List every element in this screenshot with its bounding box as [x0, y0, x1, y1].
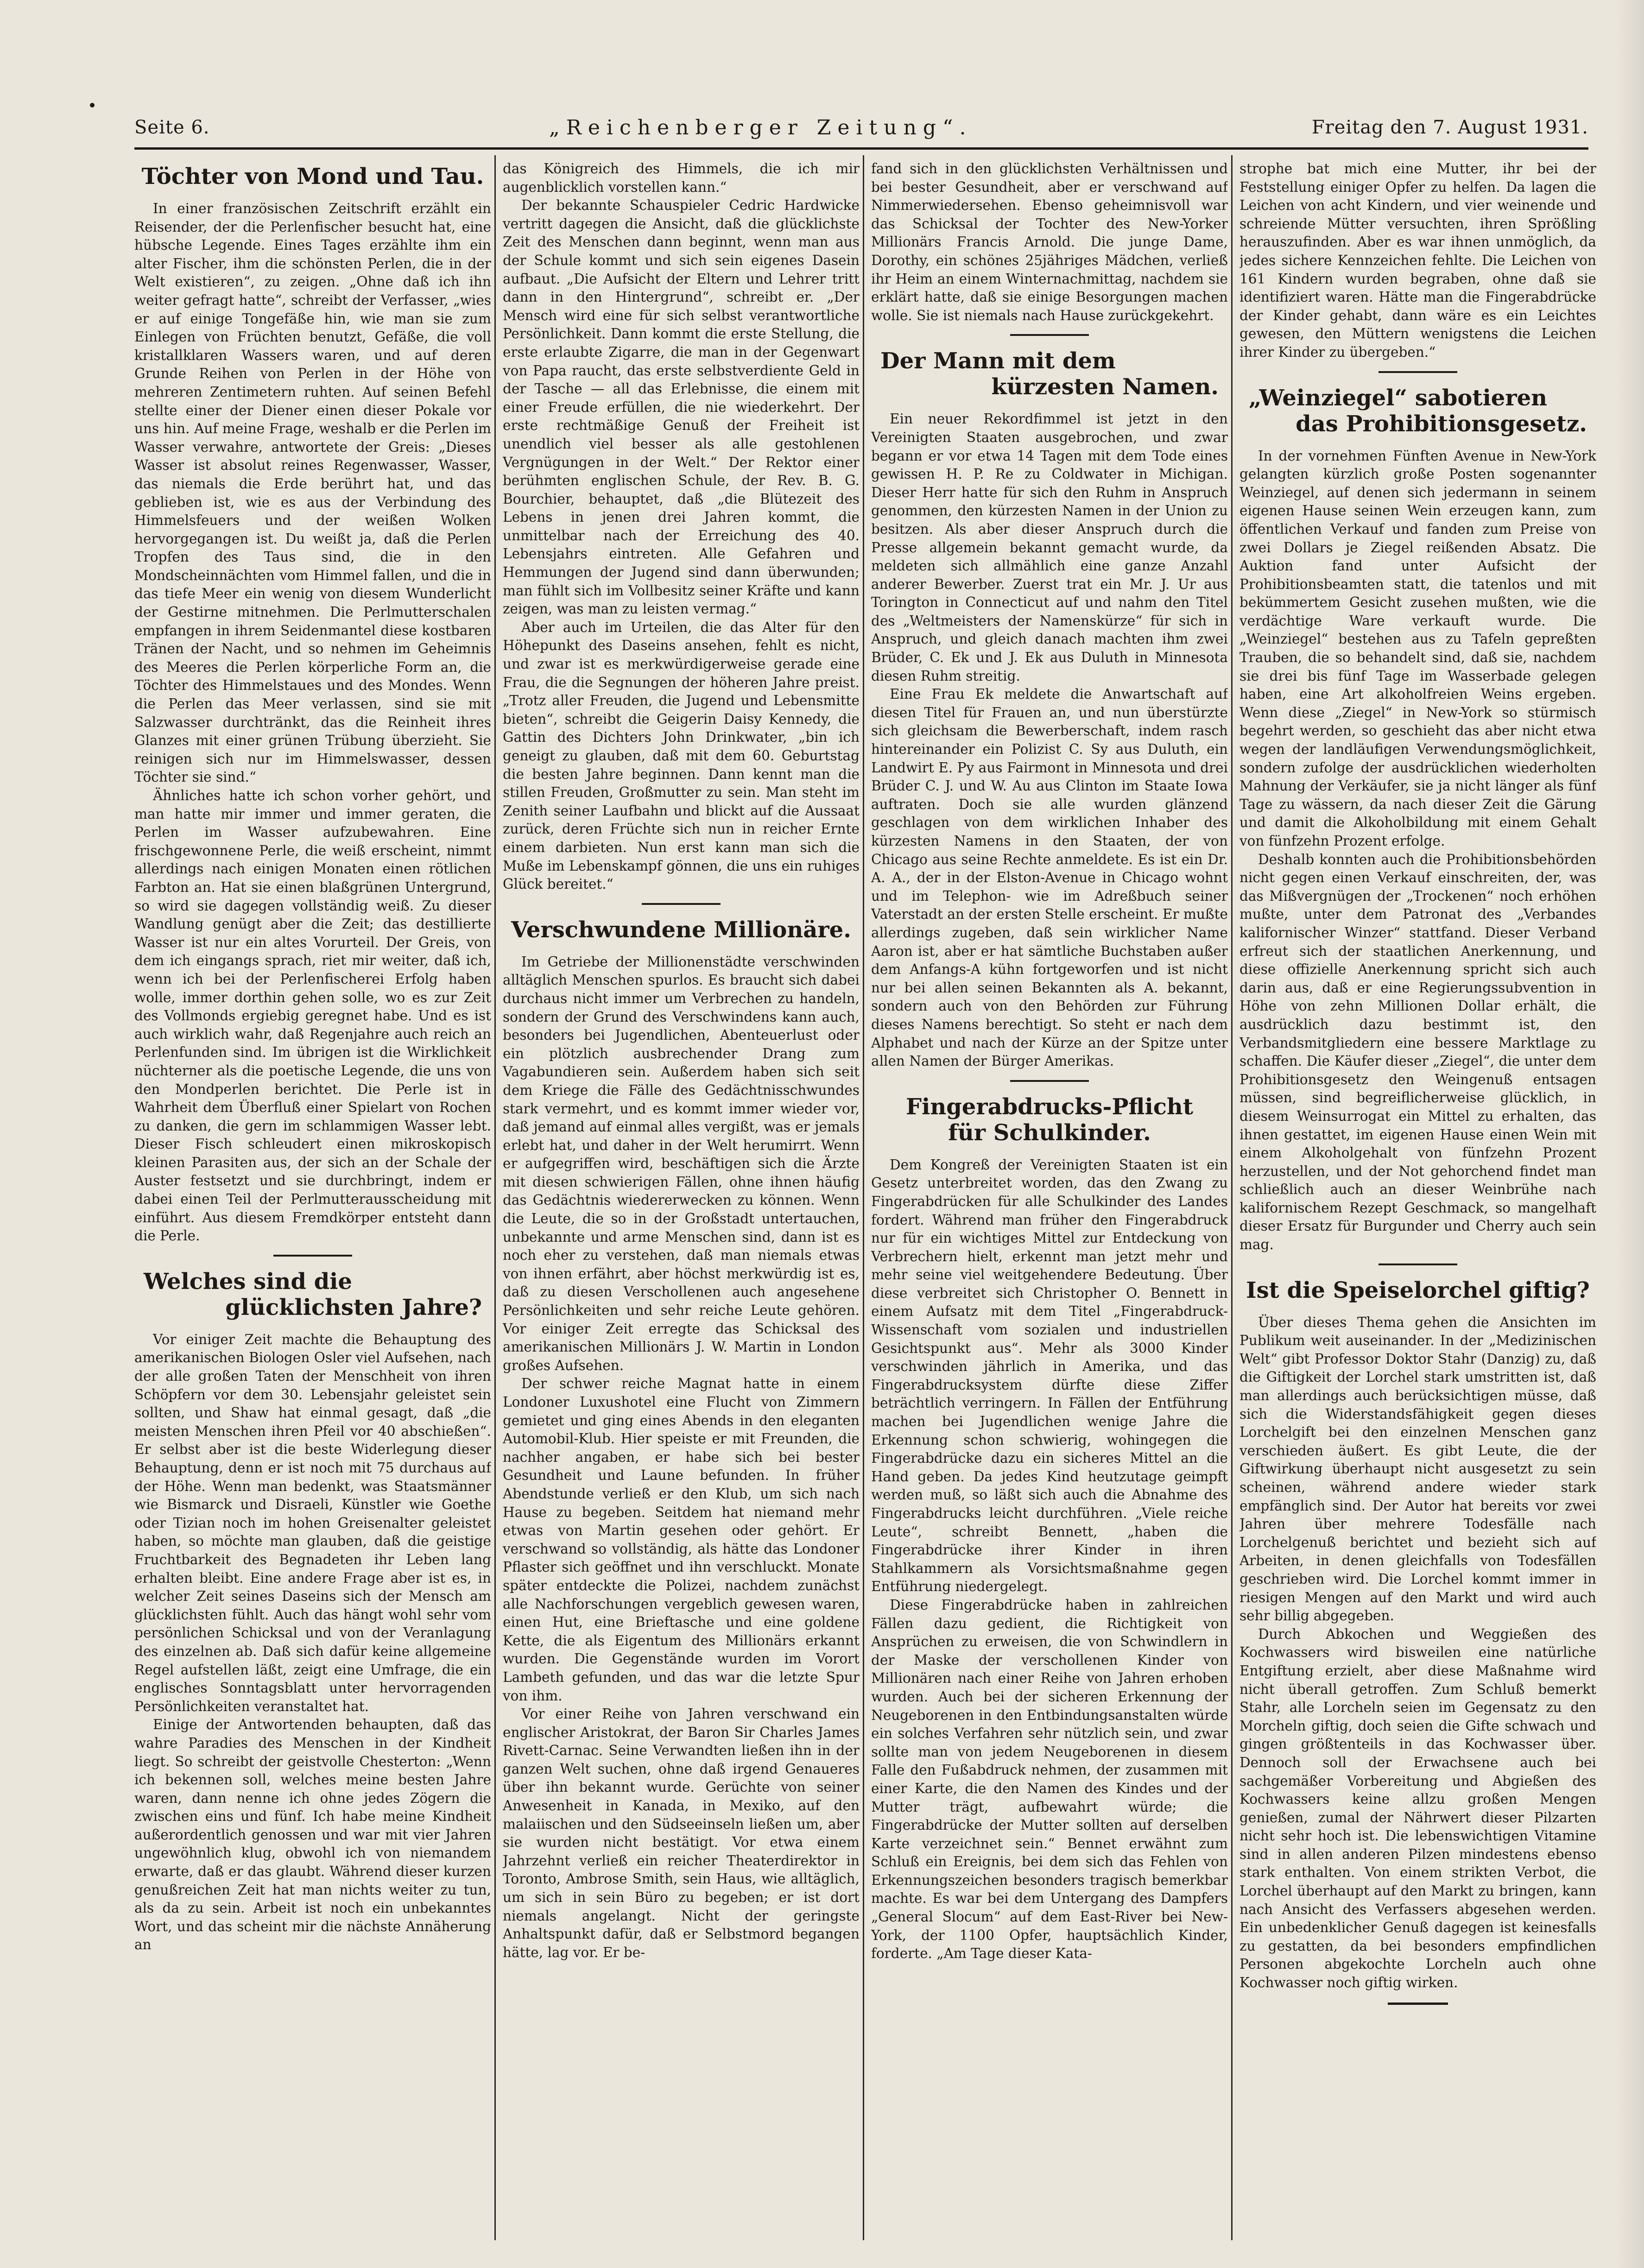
article-divider	[642, 903, 721, 905]
article-paragraph: Aber auch im Urteilen, die das Alter für den Höhepunkt des Daseins ansehen, fehlt es nicht, und zwar ist es merkwürdigerweise gerade eine Frau, die die Segnungen der höheren Jahre preist. „Trotz aller Freuden, die Jugend und Lebensmitte bieten“, schreibt die Geigerin Daisy Kennedy, die Gattin des Dichters John Drinkwater, „bin ich geneigt zu glauben, daß mit dem 60. Geburtstag die besten Jahre beginnen. Dann kennt man die stillen Freuden, Großmutter zu sein. Man steht im Zenith seiner Laufbahn und blickt auf die Aussaat zurück, deren Früchte sich nun in reicher Ernte einem darbieten. Nun erst kann man sich die Muße im Lebenskampf gönnen, die uns ein ruhiges Glück bereitet.“	[503, 619, 860, 892]
column-1	[134, 160, 491, 2240]
article-title-shortest-name	[871, 348, 1228, 400]
article-divider	[1010, 334, 1089, 336]
article-paragraph: das Königreich des Himmels, die ich mir augenblicklich vorstellen kann.“	[503, 161, 860, 195]
article-paragraph: Deshalb konnten auch die Prohibitionsbehörden nicht gegen einen Verkauf einschreiten, der, was das Mißvergnügen der „Trockenen“ noch erhöhen mußte, unter dem Patronat des „Verbandes kalifornischer Winzer“ stattfand. Dieser Verband erfreut sich der staatlichen Anerkennung, und diese offizielle Anerkennung spricht sich auch darin aus, daß er eine Regierungssubvention in Höhe von zehn Millionen Dollar erhält, die ausdrücklich dazu bestimmt ist, den Verbandsmitgliedern eine bessere Marktlage zu schaffen. Die Käufer dieser „Ziegel“, die unter dem Prohibitionsgesetz den Weingenuß entsagen müssen, sind begreiflicherweise glücklich, in diesem Weinsurrogat ein Mittel zu erhalten, das ihnen gestattet, im eigenen Hause einen Wein mit einem Alkoholgehalt von fünfzehn Prozent herzustellen, und der Not gehorchend findet man schließlich auch an dieser Weinbrühe nach kalifornischem Rezept Geschmack, so mangelhaft dieser Ersatz für Burgunder und Cherry auch sein mag.	[1239, 851, 1596, 1253]
article-title-wine-bricks	[1239, 385, 1596, 437]
article-paragraph: Der bekannte Schauspieler Cedric Hardwicke vertritt dagegen die Ansicht, daß die glücklichste Zeit des Menschen dann beginnt, wenn man aus der Schule kommt und sich sein eigenes Dasein aufbaut. „Die Aufsicht der Eltern und Lehrer tritt dann in den Hintergrund“, schreibt er. „Der Mensch wird eine für sich selbst verantwortliche Persönlichkeit. Dann kommt die erste Stellung, die erste erlaubte Zigarre, die man in der Gegenwart von Papa raucht, das erste selbstverdiente Geld in der Tasche — all das Erlebnisse, die einem mit einer Freude erfüllen, die nie wiederkehrt. Der erste rechtmäßige Genuß der Freiheit ist unendlich viel besser als alle gestohlenen Vergnügungen in der Welt.“ Der Rektor einer berühmten englischen Schule, der Rev. B. G. Bourchier, behauptet, daß „die Blütezeit des Lebens in jenen drei Jahren kommt, die unmittelbar nach der Erreichung des 40. Lebensjahrs eintreten. Alle Gefahren und Hemmungen der Jugend sind dann überwunden; man fühlt sich im Vollbesitz seiner Kräfte und kann zeigen, was man zu leisten vermag.“	[503, 197, 860, 617]
article-paragraph: In einer französischen Zeitschrift erzählt ein Reisender, der die Perlenfischer besucht hat, eine hübsche Legende. Eines Tages erzählte ihm ein alter Fischer, ihm die schönsten Perlen, die in der Welt existieren“, zu zeigen. „Ohne daß ich ihn weiter gefragt hatte“, schreibt der Verfasser, „wies er auf einige Tongefäße hin, wie man sie zum Einlegen von Früchten benutzt, Gefäße, die voll kristallklaren Wassers waren, und auf deren Grunde Reihen von Perlen in der Höhe von mehreren Zentimetern ruhten. Auf seinen Befehl stellte einer der Diener einen dieser Pokale vor uns hin. Auf meine Frage, weshalb er die Perlen im Wasser verwahre, antwortete der Greis: „Dieses Wasser ist absolut reines Regenwasser, Wasser, das niemals die Erde berührt hat, und das geblieben ist, wie es aus der Verbindung des Himmelsfeuers und der weißen Wolken hervorgegangen ist. Du weißt ja, daß die Perlen Tropfen des Taus sind, die in den Mondscheinnächten vom Himmel fallen, und die in das tiefe Meer ein wenig von diesem Wunderlicht der Gestirne mitnehmen. Die Perlmutterschalen empfangen in ihrem Seidenmantel diese kostbaren Tränen der Nacht, und so nehmen im Geheimnis des Meeres die Perlen körperliche Form an, die Töchter des Himmelstaues und des Mondes. Wenn die Perlen das Meer verlassen, sind sie mit Salzwasser durchtränkt, das die Reinheit ihres Glanzes mit einer grünen Trübung überzieht. Sie reinigen sich nur im Himmelswasser, dessen Töchter sie sind.“	[134, 201, 491, 785]
article-divider	[1378, 1264, 1457, 1265]
column-4	[1239, 160, 1596, 2240]
newspaper-name: „Reichenberger Zeitung“.	[549, 115, 973, 139]
title-line-1: „Weinziegel“ sabotieren	[1249, 385, 1548, 411]
article-paragraph: Einige der Antwortenden behaupten, daß das wahre Paradies des Menschen in der Kindheit liegt. So schreibt der geistvolle Chesterton: „Wenn ich bekennen soll, welches meine besten Jahre waren, dann nenne ich ohne jedes Zögern die zwischen eins und fünf. Ich habe meine Kindheit außerordentlich genossen und war mit vier Jahren ungewöhnlich klug, obwohl ich von niemandem erwarte, daß er das glaubt. Während dieser kurzen genußreichen Zeit hat man nichts weiter zu tun, als da zu sein. Arbeit ist noch ein unbekanntes Wort, und das scheint mir die nächste Annäherung an	[134, 1717, 491, 1953]
article-divider	[273, 1255, 352, 1257]
title-line-2: das Prohibitionsgesetz.	[1296, 411, 1587, 437]
article-title-false-morel: Ist die Speiselorchel giftig?	[1246, 1277, 1590, 1303]
title-line-2: glücklichsten Jahre?	[225, 1294, 482, 1320]
article-paragraph: Der schwer reiche Magnat hatte in einem Londoner Luxushotel eine Flucht von Zimmern gemietet und ging eines Abends in den eleganten Automobil-Klub. Hier speiste er mit Freunden, die nachher angaben, er habe sich bei bester Gesundheit und Laune befunden. In früher Abendstunde verließ er den Klub, um sich nach Hause zu begeben. Seitdem hat niemand mehr etwas von Martin gesehen oder gehört. Er verschwand so vollständig, als hätte das Londoner Pflaster sich geöffnet und ihn verschluckt. Monate später entdeckte die Polizei, nachdem zunächst alle Nachforschungen vergeblich gewesen waren, einen Hut, eine Brieftasche und eine goldene Kette, die als Eigentum des Millionärs erkannt wurden. Die Gegenstände wurden im Vorort Lambeth gefunden, und das war die letzte Spur von ihm.	[503, 1376, 860, 1704]
article-paragraph: Diese Fingerabdrücke haben in zahlreichen Fällen dazu gedient, die Richtigkeit von Ansprüchen zu erweisen, die von Schwindlern in der Maske der verschollenen Kinder von Millionären nach einer Reihe von Jahren erhoben wurden. Auch bei der sicheren Erkennung der Neugeborenen in den Entbindungsanstalten würde ein solches Verfahren sehr nützlich sein, und zwar sollte man von jedem Neugeborenen in diesem Falle den Fußabdruck nehmen, der zusammen mit einer Karte, die den Namen des Kindes und der Mutter trägt, aufbewahrt würde; die Fingerabdrücke der Mutter sollten auf derselben Karte verzeichnet sein.“ Bennet erwähnt zum Schluß ein Ereignis, bei dem sich das Fehlen von Erkennungszeichen besonders tragisch bemerkbar machte. Es war bei dem Untergang des Dampfers „General Slocum“ auf dem East-River bei New-York, der 1100 Opfer, hauptsächlich Kinder, forderte. „Am Tage dieser Kata-	[871, 1597, 1228, 1962]
article-title-moon-dew: Töchter von Mond und Tau.	[141, 164, 484, 190]
column-separator	[863, 155, 864, 2240]
article-paragraph: Durch Abkochen und Weggießen des Kochwassers wird bisweilen eine natürliche Entgiftung erzielt, aber diese Maßnahme wird nicht überall getroffen. Zum Schluß bemerkt Stahr, alle Lorcheln seien im Gegensatz zu den Morcheln giftig, doch seien die Gifte schwach und gingen größtenteils in das Kochwasser über. Dennoch soll der Erwachsene auch bei sachgemäßer Vorbereitung und Abgießen des Kochwassers keine allzu großen Mengen genießen, zumal der Nährwert dieser Pilzarten nicht sehr hoch ist. Die lebenswichtigen Vitamine sind in allen anderen Pilzen mindestens ebenso stark enthalten. Von einem strikten Verbot, die Lorchel überhaupt auf den Markt zu bringen, kann nach Ansicht des Verfassers abgesehen werden. Ein unbedenklicher Genuß dagegen ist keinesfalls zu gestatten, da bei besonders empfindlichen Personen abgekochte Lorcheln auch ohne Kochwasser noch giftig wirken.	[1239, 1626, 1596, 1991]
column-2	[503, 160, 860, 2240]
column-separator	[1231, 155, 1233, 2240]
article-paragraph: strophe bat mich eine Mutter, ihr bei der Feststellung einiger Opfer zu helfen. Da lagen die Leichen von acht Kindern, und vier weinende und schreiende Mütter versuchten, ihren Sprößling herauszufinden. Aber es war ihnen unmöglich, da jedes sichere Kennzeichen fehlte. Die Leichen von 161 Kindern wurden begraben, ohne daß sie identifiziert waren. Hätte man die Fingerabdrücke der Kinder gehabt, dann wäre es ein Leichtes gewesen, den Müttern wenigstens die Leichen ihrer Kinder zu übergeben.“	[1239, 161, 1596, 360]
article-paragraph: Über dieses Thema gehen die Ansichten im Publikum weit auseinander. In der „Medizinischen Welt“ gibt Professor Doktor Stahr (Danzig) zu, daß die Giftigkeit der Lorchel stark umstritten ist, daß man allerdings auch berücksichtigen müsse, daß sich die Widerstandsfähigkeit gegen dieses Lorchelgift bei den einzelnen Menschen ganz verschieden äußert. Es gibt Leute, die der Giftwirkung überhaupt nicht ausgesetzt zu sein scheinen, während andere wieder stark empfänglich sind. Der Autor hat bereits vor zwei Jahren über mehrere Todesfälle nach Lorchelgenuß berichtet und bezieht sich auf Arbeiten, in denen gleichfalls von Todesfällen geschrieben wird. Die Lorchel kommt immer in riesigen Mengen auf den Markt und wird auch sehr billig abgegeben.	[1239, 1314, 1596, 1624]
header-rule	[134, 147, 1588, 150]
article-paragraph: Ein neuer Rekordfimmel ist jetzt in den Vereinigten Staaten ausgebrochen, und zwar begann er vor etwa 14 Tagen mit dem Tode eines gewissen H. P. Re zu Coldwater in Michigan. Dieser Herr hatte für sich den Ruhm in Anspruch genommen, den kürzesten Namen in der Union zu besitzen. Als aber dieser Anspruch durch die Presse allgemein bekannt gemacht wurde, da meldeten sich allmählich eine ganze Anzahl anderer Bewerber. Zuerst trat ein Mr. J. Ur aus Torington in Connecticut auf und nahm den Titel des „Weltmeisters der Namenskürze“ für sich in Anspruch, und gleich danach machten ihm zwei Brüder, C. Ek und J. Ek aus Duluth in Minnesota diesen Ruhm streitig.	[871, 411, 1228, 684]
article-title-missing-millionaires: Verschwundene Millionäre.	[511, 916, 851, 943]
issue-date: Freitag den 7. August 1931.	[1311, 117, 1588, 138]
page-mark	[90, 103, 95, 107]
article-paragraph: Im Getriebe der Millionenstädte verschwinden alltäglich Menschen spurlos. Es braucht sich dabei durchaus nicht immer um Verbrechen zu handeln, sondern der Grund des Verschwindens kann auch, besonders bei Jugendlichen, Abenteuerlust oder ein plötzlich ausbrechender Drang zum Vagabundieren sein. Außerdem haben sich seit dem Kriege die Fälle des Gedächtnisschwundes stark vermehrt, und es kommt immer wieder vor, daß jemand auf einmal alles vergißt, was er jemals erlebt hat, und daher in der Welt herumirrt. Wenn er aufgegriffen wird, beschäftigen sich die Ärzte mit diesen schwierigen Fällen, ohne ihnen häufig das Gedächtnis wiedererwecken zu können. Wenn die Leute, die so in der Großstadt untertauchen, unbekannte und arme Menschen sind, dann ist es noch eher zu verstehen, daß man niemals etwas von ihnen erfährt, aber höchst merkwürdig ist es, daß zu diesen Verschollenen auch angesehene Persönlichkeiten und sehr reiche Leute gehören. Vor einiger Zeit erregte das Schicksal des amerikanischen Millionärs J. W. Martin in London großes Aufsehen.	[503, 954, 860, 1373]
article-title-fingerprint-duty	[871, 1094, 1228, 1146]
article-paragraph: Eine Frau Ek meldete die Anwartschaft auf diesen Titel für Frauen an, und nun überstürzte sich gleichsam die Bewerberschaft, indem rasch hintereinander ein Polizist C. Sy aus Duluth, ein Landwirt E. Py aus Fairmont in Minnesota und drei Brüder C. J. und W. Au aus Clinton im Staate Iowa auftraten. Doch sie alle wurden glänzend geschlagen von dem wirklichen Inhaber des kürzesten Namens in den Staaten, der von Chicago aus seine Rechte anmeldete. Es ist ein Dr. A. A., der in der Elston-Avenue in Chicago wohnt und im Telephon- wie im Adreßbuch seiner Vaterstadt an der ersten Stelle erscheint. Er mußte allerdings zugeben, daß sein wirklicher Name Aaron ist, aber er hat sämtliche Buchstaben außer dem Anfangs-A kühn fortgeworfen und ist nicht nur bei allen seinen Bekannten als A. bekannt, sondern auch von den Behörden zur Führung dieses Namens berechtigt. So steht er nach dem Alphabet und nach der Kürze an der Spitze unter allen Namen der Bürger Amerikas.	[871, 686, 1228, 1069]
title-line-1: Fingerabdrucks-Pflicht	[906, 1093, 1193, 1120]
page-number: Seite 6.	[134, 117, 210, 138]
page-edge-shade	[1616, 0, 1644, 2268]
column-3	[871, 160, 1228, 2240]
article-divider	[1378, 371, 1457, 373]
article-paragraph: Dem Kongreß der Vereinigten Staaten ist ein Gesetz unterbreitet worden, das den Zwang zu Fingerabdrücken für alle Schulkinder des Landes fordert. Während man früher den Fingerabdruck nur für ein wichtiges Mittel zur Entdeckung von Verbrechern hielt, erkennt man jetzt mehr und mehr seine viel weitgehendere Bedeutung. Über diese verbreitet sich Christopher O. Bennett in einem Aufsatz mit dem Titel „Fingerabdruck-Wissenschaft vom sozialen und industriellen Gesichtspunkt aus“. Mehr als 3000 Kinder verschwinden jährlich in Amerika, und das Fingerabdrucksystem dürfte diese Ziffer beträchtlich verringern. In Fällen der Entführung machen bei Jugendlichen wenige Jahre die Erkennung schon schwierig, wohingegen die Fingerabdrücke dazu ein sicheres Mittel an die Hand geben. Da jedes Kind heutzutage geimpft werden muß, so läßt sich auch die Abnahme des Fingerabdrucks leicht durchführen. „Viele reiche Leute“, schreibt Bennett, „haben die Fingerabdrücke ihrer Kinder in ihren Stahlkammern als Vorsichtsmaßnahme gegen Entführung niedergelegt.	[871, 1156, 1228, 1595]
title-line-1: Der Mann mit dem	[880, 348, 1116, 374]
article-paragraph: Ähnliches hatte ich schon vorher gehört, und man hatte mir immer und immer geraten, die Perlen im Wasser aufzubewahren. Eine frischgewonnene Perle, die weiß erscheint, nimmt allerdings nach einigen Monaten einen rötlichen Farbton an. Hat sie einen blaßgrünen Untergrund, so wird sie dagegen vollständig weiß. Zu dieser Wandlung genügt aber die Zeit; das destillierte Wasser ist nur ein altes Vorurteil. Der Greis, von dem ich eingangs sprach, riet mir weiter, daß ich, wenn ich bei der Perlenfischerei Erfolg haben wolle, immer dorthin gehen solle, wo es zur Zeit des Vollmonds ergiebig geregnet habe. Und es ist auch wirklich wahr, daß Regenjahre auch reich an Perlenfunden sind. Im übrigen ist die Wirklichkeit nüchterner als die poetische Legende, die uns von den Mondperlen berichtet. Die Perle ist in Wahrheit dem Überfluß einer Spielart von Rochen zu danken, die gern im schlammigen Wasser lebt. Dieser Fisch schleudert einen mikroskopisch kleinen Parasiten aus, der sich an der Schale der Auster festsetzt und sie durchbringt, indem er dabei einen Teil der Perlmutterausscheidung mit einführt. Aus diesem Fremdkörper entsteht dann die Perle.	[134, 788, 491, 1244]
page-header	[134, 111, 1588, 144]
article-paragraph: Vor einer Reihe von Jahren verschwand ein englischer Aristokrat, der Baron Sir Charles James Rivett-Carnac. Seine Verwandten ließen ihn in der ganzen Welt suchen, ohne daß irgend Genaueres über ihn bekannt wurde. Gerüchte von seiner Anwesenheit in Kanada, in Mexiko, auf den malaiischen und den Südseeinseln ließen um, aber sie wurden nicht bestätigt. Vor etwa einem Jahrzehnt verließ ein reicher Theaterdirektor in Toronto, Ambrose Smith, sein Haus, wie alltäglich, um sich in sein Büro zu begeben; er ist dort niemals angelangt. Nicht der geringste Anhaltspunkt dafür, daß er Selbstmord begangen hätte, lag vor. Er be-	[503, 1706, 860, 1960]
article-paragraph: fand sich in den glücklichsten Verhältnissen und bei bester Gesundheit, aber er verschwand auf Nimmerwiedersehen. Ebenso geheimnisvoll war das Schicksal der Tochter des New-Yorker Millionärs Francis Arnold. Die junge Dame, Dorothy, ein schönes 25jähriges Mädchen, verließ ihr Heim an einem Winternachmittag, nachdem sie erklärt hatte, daß sie einige Besorgungen machen wolle. Sie ist niemals nach Hause zurückgekehrt.	[871, 161, 1228, 323]
title-line-1: Welches sind die	[144, 1268, 352, 1295]
column-separator	[494, 155, 496, 2240]
end-divider	[1388, 2003, 1448, 2005]
article-divider	[1010, 1080, 1089, 1082]
article-paragraph: In der vornehmen Fünften Avenue in New-York gelangten kürzlich große Posten sogenannter Weinziegel, auf denen sich jedermann in seinem eigenen Hause seinen Wein erzeugen kann, zum öffentlichen Verkauf und fanden zum Preise von zwei Dollars je Ziegel reißenden Absatz. Die Auktion fand unter Aufsicht der Prohibitionsbeamten statt, die tatenlos und mit bekümmertem Gesicht zusehen mußten, wie die verdächtige Ware verkauft wurde. Die „Weinziegel“ bestehen aus zu Tafeln gepreßten Trauben, die so behandelt sind, daß sie, nachdem sie drei bis fünf Tage im Wasserbade gelegen haben, eine Art alkoholfreien Weins ergeben. Wenn diese „Ziegel“ in New-York so stürmisch begehrt werden, so geschieht das aber nicht etwa wegen der landläufigen Verwendungsmöglichkeit, sondern zufolge der ausdrücklichen wiederholten Mahnung der Verkäufer, sie ja nicht länger als fünf Tage zu wässern, da nach dieser Zeit die Gärung und damit die Alkoholbildung mit einem Gehalt von fünfzehn Prozent erfolge.	[1239, 448, 1596, 849]
article-paragraph: Vor einiger Zeit machte die Behauptung des amerikanischen Biologen Osler viel Aufsehen, nach der alle großen Taten der Menschheit von ihren Schöpfern vor dem 30. Lebensjahr geleistet sein sollten, und Shaw hat einmal gesagt, daß „die meisten Menschen ihren Pfeil vor 40 abschießen“. Er selbst aber ist die beste Widerlegung dieser Behauptung, denn er ist noch mit 75 durchaus auf der Höhe. Wenn man bedenkt, was Staatsmänner wie Bismarck und Disraeli, Künstler wie Goethe oder Tizian noch im hohen Greisenalter geleistet haben, so möchte man glauben, daß die geistige Fruchtbarkeit des Begnadeten ihr Leben lang erhalten bleibt. Eine andere Frage aber ist es, in welcher Zeit seines Daseins sich der Mensch am glücklichsten fühlt. Auch das hängt wohl sehr vom persönlichen Schicksal und von der Veranlagung des einzelnen ab. Daß sich dafür keine allgemeine Regel aufstellen läßt, zeigt eine Umfrage, die ein englisches Sonntagsblatt unter hervorragenden Persönlichkeiten veranstaltet hat.	[134, 1331, 491, 1714]
article-title-happiest-years	[134, 1269, 491, 1320]
title-line-2: kürzesten Namen.	[991, 374, 1219, 400]
title-line-2: für Schulkinder.	[948, 1119, 1151, 1146]
